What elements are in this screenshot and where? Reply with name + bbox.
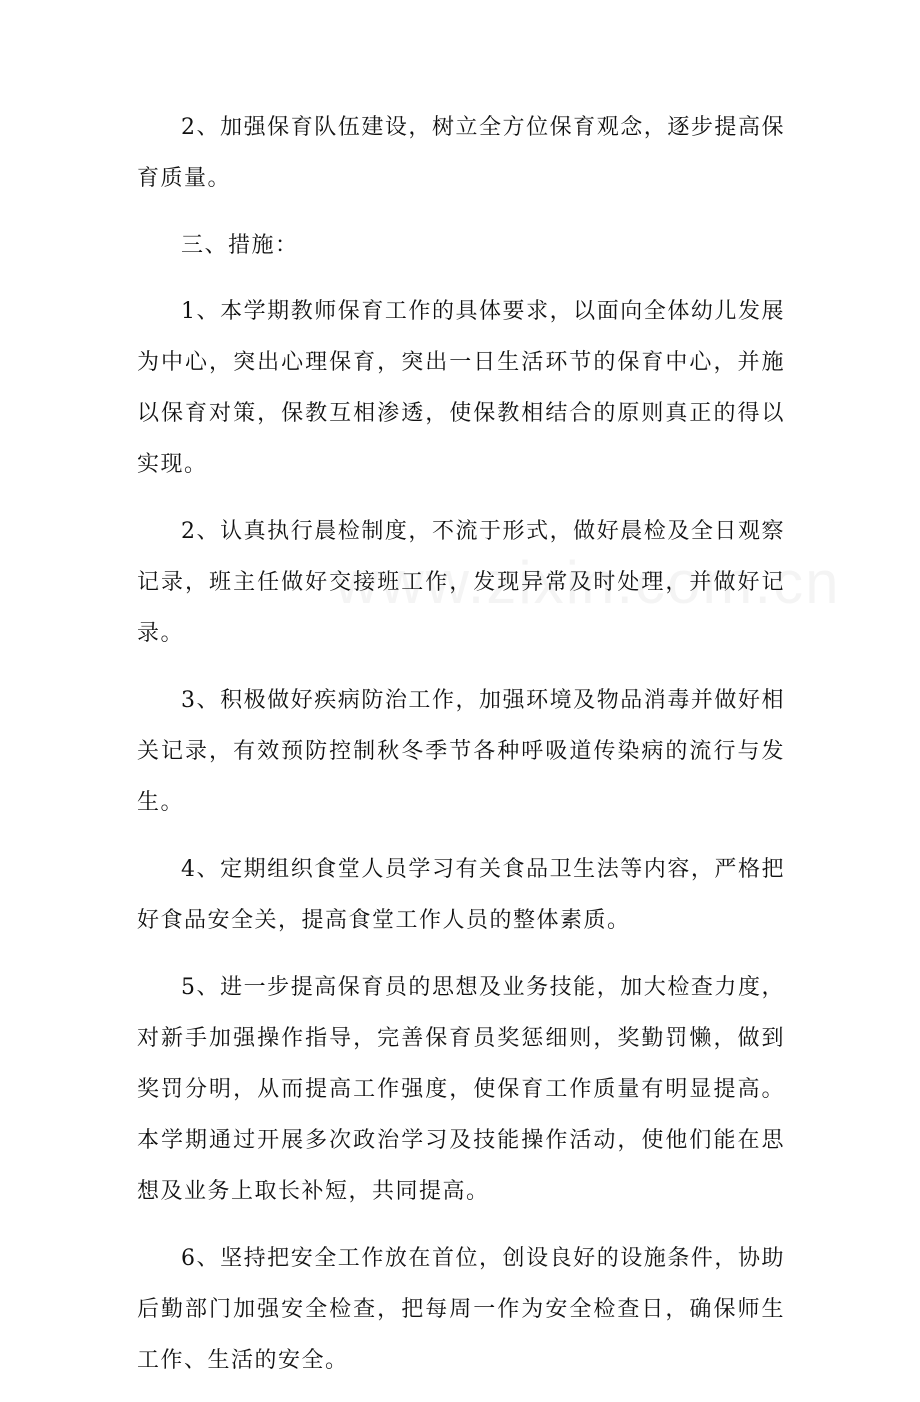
paragraph-measure-6: 6、坚持把安全工作放在首位，创设良好的设施条件，协助后勤部门加强安全检查，把每周一作为安全检查日，确保师生工作、生活的安全。 xyxy=(137,1246,785,1373)
paragraph-measure-5: 5、进一步提高保育员的思想及业务技能，加大检查力度，对新手加强操作指导，完善保育员奖惩细则，奖勤罚懒，做到奖罚分明，从而提高工作强度，使保育工作质量有明显提高。本学期通过开展多次政治学习及技能操作活动，使他们能在思想及业务上取长补短，共同提高。 xyxy=(137,975,785,1204)
paragraph-measure-4: 4、定期组织食堂人员学习有关食品卫生法等内容，严格把好食品安全关，提高食堂工作人员的整体素质。 xyxy=(137,857,785,933)
paragraph-goal-2: 2、加强保育队伍建设，树立全方位保育观念，逐步提高保育质量。 xyxy=(137,115,785,191)
paragraph-measure-3: 3、积极做好疾病防治工作，加强环境及物品消毒并做好相关记录，有效预防控制秋冬季节各种呼吸道传染病的流行与发生。 xyxy=(137,688,785,815)
section-heading-measures: 三、措施： xyxy=(181,233,299,258)
paragraph-measure-2: 2、认真执行晨检制度，不流于形式，做好晨检及全日观察记录，班主任做好交接班工作，发现异常及时处理，并做好记录。 xyxy=(137,519,785,646)
document-body xyxy=(137,102,785,1402)
paragraph-measure-1: 1、本学期教师保育工作的具体要求，以面向全体幼儿发展为中心，突出心理保育，突出一日生活环节的保育中心，并施以保育对策，保教互相渗透，使保教相结合的原则真正的得以实现。 xyxy=(137,299,785,477)
